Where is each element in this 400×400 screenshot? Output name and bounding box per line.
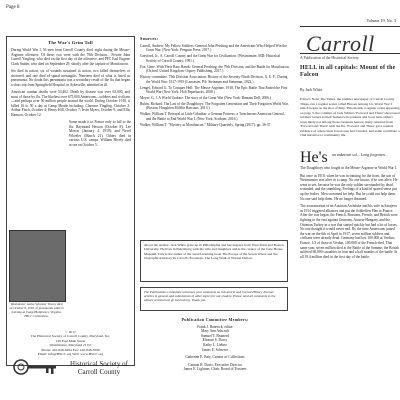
committee-officer: James E. Lightner, Chair, Board of Trustees bbox=[183, 367, 247, 372]
committee-officer: Cannon R. Davis, Executive Director bbox=[188, 362, 242, 367]
about-author-box: About the Author: Jack White grew up in Philadelphia and has degrees from West Point and Boston University. He lives in Eldersburg with his wife and daughters and is the curator of the Gate House Museum. Jack is the author of the award-winning book The Escape of the Seven Wives and the biographical history In Carroll's Footsteps, The Long Walk of Warren Dutton. bbox=[140, 240, 288, 282]
masthead-title: Carroll bbox=[306, 31, 375, 56]
sidebar-paragraph: During World War I, 56 men from Carroll County died, eight during the Meuse-Argonne offensive. Of these, two were with the 79th Division... Private John Carroll Yingling, who died on the first day of the offensive, and PFC Earl Eugene Clark Snider, who died on September 29, shortly after the capture of Montfaucon. bbox=[11, 48, 130, 66]
page-number: Page 8 bbox=[6, 5, 20, 10]
next-page-column bbox=[300, 0, 400, 400]
committee-member: James E. Schwerz bbox=[201, 347, 229, 352]
committee-member: Samuel T. Brainerd bbox=[201, 333, 229, 338]
sidebar-heading: The War's Grim Toll bbox=[48, 40, 93, 45]
source-item: Meyer, G. J. A World Undone: The story of the Great War (New York: Bantam Dell, 2006.) bbox=[140, 96, 272, 101]
sources-heading: Sources: bbox=[140, 36, 159, 41]
credit-line: Westminster, Maryland 21157 bbox=[49, 343, 92, 348]
feature-paragraph: The assassination of an Austrian Archduke and his wife in Sarajevo in 1914 triggered alliances and put the Schlieffen Plan to France. After the war began, the French, Russians, French, and British were fighting in the east against Germany, Austria-Hungary, and the Ottoman Turkey in a war that started quickly but had a lot of losses. No one thought it would never end. By the time Americans joined the war on the 6th of April in 1917, seven million soldiers and civilians were already dead. Germany had lost 100,000 at Verdun; France, 1/3 of those at Verdun, 100,000 of the French died. That same year, seven million died at the Battle of the Somme; the British suffered 60,000 casualties in four and a half months of the battle. In all 19.4 million died in the first day of the battle. bbox=[300, 204, 399, 259]
volume-label: Volume 19, No. 3 bbox=[366, 18, 396, 23]
sidebar-paragraph: Six died in action, six of wounds sustained in action, two killed themselves or drowned, and one died of spinal meningitis. Nineteen died of what is listed as pneumonia. No doubt this pneumonia was a secondary result of the flu that began a short trip from Springfield Hospital, in Sykesville, admitted as ill. bbox=[11, 68, 130, 87]
credit-line: Phone: 410-848-6494 Fax: 410-848-3596 bbox=[41, 347, 100, 352]
sidebar-paragraph: Some made it to France only to fall to the flu: Raymond Hesson (October 8); Lee Mercer (January 4, 1919); and Nevel Wheeler (March 21). Others died in various U.S. camps. William Hively died at sea on October 5. bbox=[69, 120, 131, 148]
feature-body bbox=[300, 166, 400, 262]
source-item: History committee. 79th Division Association. History of the Seventy-Ninth Division, A. E. F., During the World War: 1917-1919 (Lancaster, PA: Steinman and Steinman, 1922.) bbox=[140, 75, 288, 84]
source-item: Lengel, Edward G. To Conquer Hell: The Meuse-Argonne, 1918, The Epic Battle That Ended the First World War (New York: Holt Paperbacks, 2008.) bbox=[140, 85, 288, 95]
photo-caption: Westminster native Sylvester Tracey died on October 6, 1918, of pneumonia while in training at Camp Humphreys, Virginia. HSCC Collections. bbox=[9, 302, 64, 318]
committee-member: Frank J. Batavick, editor bbox=[197, 324, 233, 329]
source-item: Grayford, Jr., A. Carroll County and the Great War for Civilization. (Westminster, MD: Historical Society of Carroll County, 1991.) bbox=[140, 54, 281, 63]
committee-staff: Catherine E. Baty, Curator of Collections bbox=[185, 355, 245, 360]
masthead-title-box bbox=[300, 26, 400, 54]
feature-byline: By Jack White bbox=[300, 88, 323, 92]
feature-drop-lead bbox=[300, 147, 400, 166]
masthead-subtitle: A Publication of the Historical Society bbox=[300, 56, 359, 60]
sidebar-paragraph: American combat deaths were 53,402. Death by disease was over 63,000, and most of those by flu. The likeliest over 675,000 Americans—soldiers and civilians—and perhaps over 50 million people around the world. During October 1918, it killed 16 to 50 a day at Camp Meade including: Clarence Yingling, October 2; Arthur Finch, October 4; Henry Hill, October 7; Irvin Myers, October 9; and Ellis Harmon, October 12. bbox=[11, 89, 130, 117]
source-item: Carroll, Andrew. My Fellow Soldiers: General John Pershing and the Americans Who Helped Win the Great War. (New York: Penguin Press, 2017.) bbox=[140, 44, 287, 53]
source-item: Rubin, Richard. The Last of the Doughboys: The Forgotten Generation and Their Forgotten World War. (Boston: Houghton Mifflin Harcourt, 2013.) bbox=[140, 102, 289, 111]
committee-member: Eleanor S. Darcy bbox=[202, 338, 228, 343]
org-name: Historical Society of Carroll County bbox=[70, 360, 128, 376]
source-item: Fax, Gene. With Their Bare Hands: General Pershing, the 79th Division, and the Battle for Montfaucon. (Oxford, United Kingdom: Osprey Publishing, 2017.) bbox=[140, 64, 290, 74]
feature-paragraph: But once in 1918, when he was in training for the front, the son of Westminster was alive in a camp. No one knows if he was alive. He went to see, because he was the only soldier surrounded by dead, wounded, and the stumbling. Feelings of a kind of spared sense put up the bodies. Men screamed for help. But he could not help them. No one said help them. He no longer dreamed. bbox=[300, 173, 398, 201]
committee-member: Mary Ann Ashcraft bbox=[201, 329, 229, 334]
feature-paragraph: The Doughboys who fought in the Meuse-Argonne in World War I. bbox=[300, 166, 397, 170]
committee-heading: Publication Committee Members: bbox=[181, 317, 249, 322]
source-item: Walker, William T. Betrayal at Little Gibraltar: a German Fortress, a Treacherous American General, and the Battle to End World War I. (New York: Scribner, 2016.) bbox=[140, 112, 285, 121]
source-item: Walker, William T. "Mystery at Montfaucon." Military Quarterly, Spring (2017): pp. 36-37. bbox=[140, 122, 272, 127]
drop-lead-tail: an unknown sol... Long forgotten... bbox=[331, 152, 388, 157]
credit-line: Email: info@HSCC.org Web: www.HSCC.org bbox=[37, 352, 104, 357]
editor-note: Editor's Note: The Times, the premier newspaper of Carroll County Times, ran a regular series called Heroes Among Us. World War I which began on the first of May. This month, a regular event appearing on page 3, the columns of Jack White's 'Forward and There' showcased soldiers' letters to their hometown's patients and local men. Others were likely not among those fortunate heroes; many returned from 'Forward and There' with the flu. 'Forward and There' gave readers evidence of where their loved ones had traveled, and some contribute a vital narrative to community life. bbox=[300, 97, 400, 137]
credit-line: 210 East Main Street bbox=[55, 338, 86, 343]
society-logo bbox=[6, 352, 135, 392]
credit-line: The Historical Society of Carroll County, Maryland, Inc. bbox=[30, 334, 111, 339]
committee-member: Kathy L. Liebno bbox=[203, 342, 227, 347]
committee-note-box: The Publications Committee welcomes your comments on this article and Carroll History Journal articles in general and submissions of other topics for our readers. Please send all comments to the editors at historical @ hsccmd.org. Thank you. bbox=[140, 287, 288, 311]
soldier-photo bbox=[9, 230, 66, 302]
publication-committee bbox=[140, 318, 290, 396]
credit-line: © 2017 bbox=[65, 330, 76, 334]
drop-lead-word: He's bbox=[300, 149, 328, 166]
sources-column bbox=[140, 36, 290, 246]
key-icon bbox=[12, 358, 58, 376]
feature-headline: HELL in all capitals: Mount of the Falcon bbox=[300, 65, 396, 78]
